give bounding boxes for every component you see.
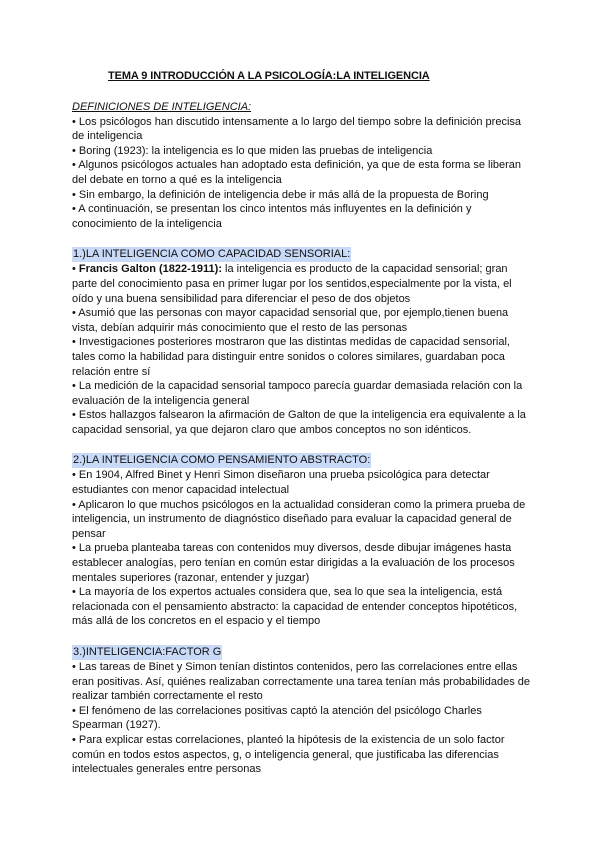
galton-text: la inteligencia es producto de la capacidad sensorial; gran parte del conocimiento pasa en primer lugar por los sentidos,especialmente por la vista, el oído y una buena sensibilidad para diferenciar el peso de dos objetos (72, 263, 512, 305)
section-1-bullet: • Investigaciones posteriores mostraron que las distintas medidas de capacidad sensorial, tales como la habilidad para distinguir entre sonidos o colores similares, guardaban poca relación entre sí (72, 336, 510, 378)
section-2-bullet: • La mayoría de los expertos actuales considera que, sea lo que sea la inteligencia, está relacionada con el pensamiento abstracto: la capacidad de entender conceptos hipotéticos, más allá de los concretos en el espacio y el tiempo (72, 586, 518, 628)
document-body (72, 100, 530, 777)
section-3-bullet: • Para explicar estas correlaciones, planteó la hipótesis de la existencia de un solo factor común en todos estos aspectos, g, o inteligencia general, que justificaba las diferencias intelectuales generales entre personas (72, 733, 505, 776)
section-2-bullet: • Aplicaron lo que muchos psicólogos en la actualidad consideran como la primera prueba de inteligencia, un instrumento de diagnóstico diseñado para evaluar la capacidad general de pensar (72, 498, 526, 540)
section-2-heading: 2.)LA INTELIGENCIA COMO PENSAMIENTO ABSTRACTO: (73, 454, 371, 467)
section-3-heading: 3.)INTELIGENCIA:FACTOR G (73, 646, 222, 658)
definitions-bullet: • Sin embargo, la definición de inteligencia debe ir más allá de la propuesta de Boring (72, 188, 489, 201)
section-3-bullet: • Las tareas de Binet y Simon tenían distintos contenidos, pero las correlaciones entre ellas eran positivas. Así, quiénes realizaban correctamente una tarea tenían más probabilidades de realizar también correctamente el resto (72, 661, 531, 703)
definitions-bullet: • Los psicólogos han discutido intensamente a lo largo del tiempo sobre la definición precisa de inteligencia (72, 115, 522, 143)
galton-name: Francis Galton (1822-1911): (78, 263, 222, 276)
section-2-bullet: • En 1904, Alfred Binet y Henri Simon diseñaron una prueba psicológica para detectar estudiantes con menor capacidad intelectual (72, 469, 490, 497)
document-title: TEMA 9 INTRODUCCIÓN A LA PSICOLOGÍA:LA INTELIGENCIA (108, 70, 430, 82)
section-1-bullet: • Asumió que las personas con mayor capacidad sensorial que, por ejemplo,tienen buena vista, debían adquirir más conocimiento que el resto de las personas (72, 307, 509, 334)
section-1-bullet: • Francis Galton (1822-1911): la inteligencia es producto de la capacidad sensorial; gran parte del conocimiento pasa en primer lugar por los sentidos,especialmente por la vista, el oído y una buena sensibilidad para diferenciar el peso de dos objetos (72, 263, 512, 305)
section-3-bullet: • El fenómeno de las correlaciones positivas captó la atención del psicólogo Charles Spearman (1927). (72, 704, 482, 732)
definitions-bullet: • A continuación, se presentan los cinco intentos más influyentes en la definición y conocimiento de la inteligencia (72, 203, 472, 230)
section-2-bullet: • La prueba planteaba tareas con contenidos muy diversos, desde dibujar imágenes hasta establecer analogías, pero tenían en común estar dirigidas a la evaluación de los procesos mentales superiores (razonar, entender y juzgar) (72, 542, 515, 584)
section-1-bullet: • La medición de la capacidad sensorial tampoco parecía guardar demasiada relación con la evaluación de la inteligencia general (72, 380, 523, 407)
section-1-bullet: • Estos hallazgos falsearon la afirmación de Galton de que la inteligencia era equivalente a la capacidad sensorial, ya que dejaron claro que ambos conceptos no son idénticos. (72, 409, 526, 436)
section-1-heading: 1.)LA INTELIGENCIA COMO CAPACIDAD SENSORIAL: (73, 248, 351, 261)
definitions-heading: DEFINICIONES DE INTELIGENCIA: (72, 101, 252, 113)
definitions-bullet: • Boring (1923): la inteligencia es lo que miden las pruebas de inteligencia (72, 144, 433, 157)
definitions-bullet: • Algunos psicólogos actuales han adoptado esta definición, ya que de esta forma se liberan del debate en torno a qué es la inteligencia (72, 159, 522, 186)
